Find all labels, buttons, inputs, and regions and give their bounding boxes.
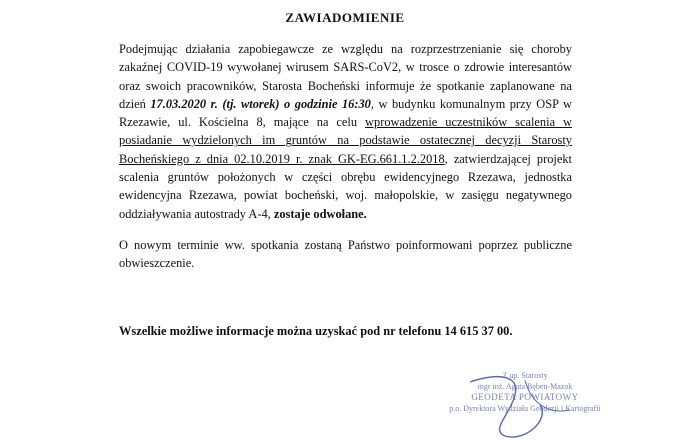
notice-text-intro: Podejmując działania zapobiegawcze ze względu na rozprzestrzenianie się choroby zakaźnej COVID-19 wywołanej wirusem SARS-CoV2, w trosce o zdrowie interesantów oraz swoich pracowników, Starosta Bocheński informuje że spotkanie zaplanowane na dzień <box>119 42 572 111</box>
signature-mark <box>430 370 620 440</box>
official-stamp <box>430 370 620 440</box>
stamp-line-authority: Z up. Starosty <box>502 371 548 380</box>
notice-paragraph <box>119 40 572 223</box>
followup-paragraph: O nowym terminie ww. spotkania zostaną Państwo poinformowani poprzez publiczne obwieszczenie. <box>119 238 572 271</box>
meeting-date: 17.03.2020 r. (tj. wtorek) o godzinie 16:30 <box>150 96 371 111</box>
meeting-purpose: wprowadzenie uczestników scalenia w posiadanie wydzielonych im gruntów na podstawie ostatecznej decyzji Starosty Bocheńskiego z dnia 02.10.2019 r. znak GK-EG.661.1.2.2018 <box>119 115 572 166</box>
document-title: ZAWIADOMIENIE <box>285 10 405 25</box>
notice-text-location: , w budynku komunalnym przy OSP w Rzezawie, ul. Kościelna 8, mające na celu <box>119 96 572 130</box>
stamp-line-department: p.o. Dyrektora Wydziału Geodezji i Kartografii <box>449 404 601 413</box>
cancellation-notice: zostaje odwołane. <box>273 206 367 221</box>
stamp-line-name: mgr inż. Agata Bęben-Mazok <box>477 382 573 391</box>
notice-text-details: , zatwierdzającej projekt scalenia gruntów położonych w części obrębu ewidencyjnego Rzezawa, jednostka ewidencyjna Rzezawa, powiat bocheński, woj. małopolskie, w zasięgu negatywnego oddziaływania autostrady A-4, <box>119 151 572 221</box>
stamp-line-position: GEODETA POWIATOWY <box>471 392 579 402</box>
contact-info: Wszelkie możliwe informacje można uzyskać pod nr telefonu 14 615 37 00. <box>119 324 513 338</box>
